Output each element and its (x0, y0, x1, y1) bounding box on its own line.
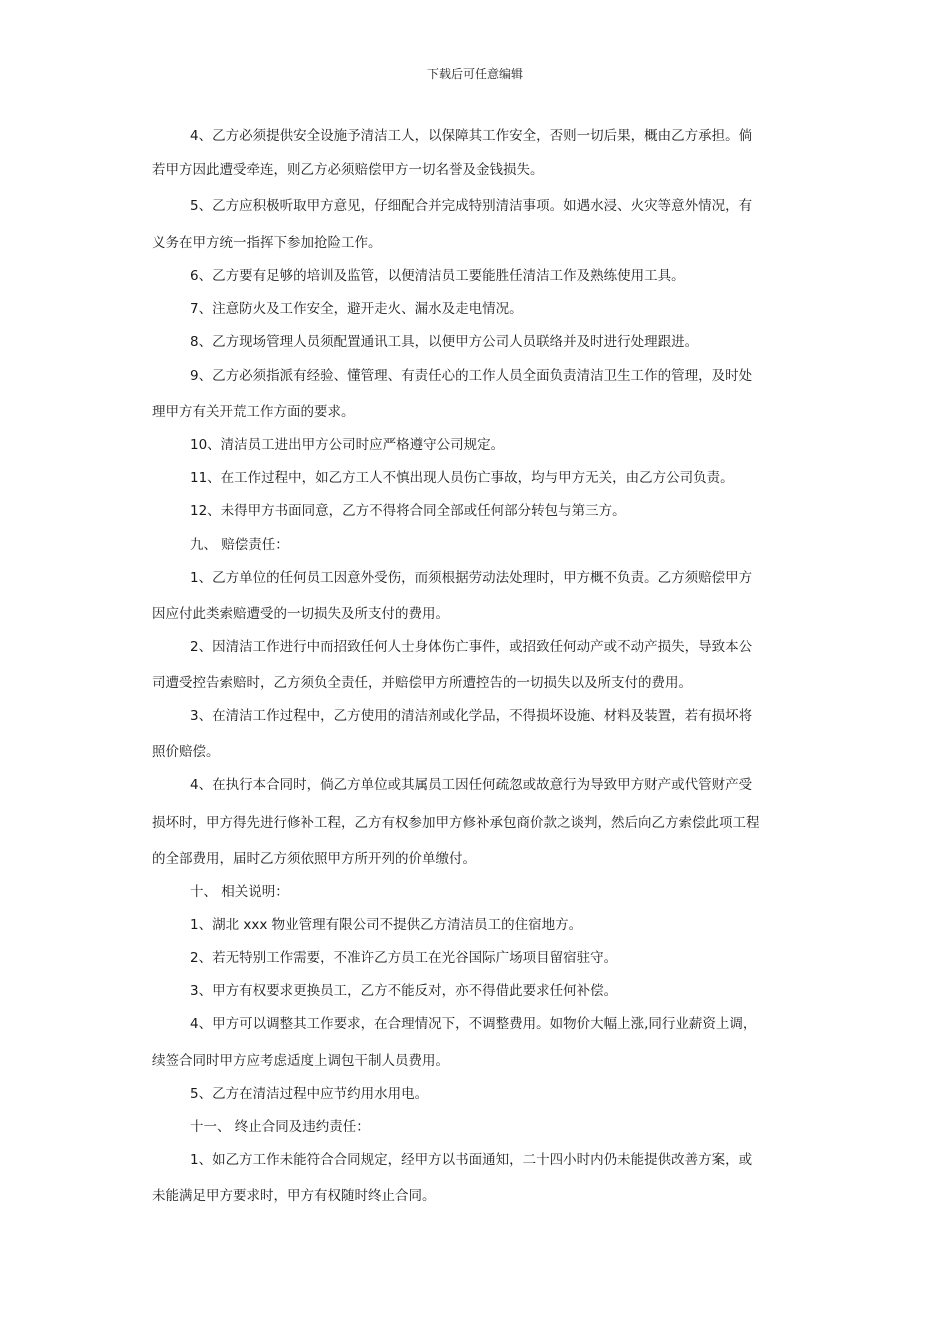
text-line: 4、甲方可以调整其工作要求，在合理情况下，不调整费用。如物价大幅上涨,同行业薪资上调， (190, 1016, 757, 1032)
text-line: 2、若无特别工作需要，不准许乙方员工在光谷国际广场项目留宿驻守。 (190, 950, 618, 966)
text-line: 十、 相关说明： (190, 884, 289, 900)
text-line: 义务在甲方统一指挥下参加抢险工作。 (152, 235, 382, 251)
text-line: 1、乙方单位的任何员工因意外受伤，而须根据劳动法处理时，甲方概不负责。乙方须赔偿甲方 (190, 570, 753, 586)
text-line: 续签合同时甲方应考虑适度上调包干制人员费用。 (152, 1053, 449, 1069)
text-line: 十一、 终止合同及违约责任： (190, 1119, 370, 1135)
text-line: 因应付此类索赔遭受的一切损失及所支付的费用。 (152, 606, 449, 622)
text-line: 5、乙方在清洁过程中应节约用水用电。 (190, 1086, 429, 1102)
text-line: 损坏时，甲方得先进行修补工程，乙方有权参加甲方修补承包商价款之谈判，然后向乙方索偿此项工程 (152, 815, 760, 831)
text-line: 5、乙方应积极听取甲方意见，仔细配合并完成特别清洁事项。如遇水浸、火灾等意外情况，有 (190, 198, 753, 214)
text-line: 1、湖北 xxx 物业管理有限公司不提供乙方清洁员工的住宿地方。 (190, 917, 583, 933)
text-line: 的全部费用，届时乙方须依照甲方所开列的价单缴付。 (152, 851, 476, 867)
text-line: 4、乙方必须提供安全设施予清洁工人，以保障其工作安全，否则一切后果，概由乙方承担。倘 (190, 128, 753, 144)
page-header: 下载后可任意编辑 (426, 67, 523, 81)
text-line: 未能满足甲方要求时，甲方有权随时终止合同。 (152, 1188, 436, 1204)
text-line: 2、因清洁工作进行中而招致任何人士身体伤亡事件，或招致任何动产或不动产损失，导致本公 (190, 639, 753, 655)
text-line: 6、乙方要有足够的培训及监管，以便清洁员工要能胜任清洁工作及熟练使用工具。 (190, 268, 685, 284)
text-line: 9、乙方必须指派有经验、懂管理、有责任心的工作人员全面负责清洁卫生工作的管理，及时处 (190, 368, 753, 384)
text-line: 4、在执行本合同时，倘乙方单位或其属员工因任何疏忽或故意行为导致甲方财产或代管财产受 (190, 777, 753, 793)
text-line: 司遭受控告索赔时，乙方须负全责任，并赔偿甲方所遭控告的一切损失以及所支付的费用。 (152, 675, 692, 691)
text-line: 8、乙方现场管理人员须配置通讯工具，以便甲方公司人员联络并及时进行处理跟进。 (190, 334, 699, 350)
text-line: 若甲方因此遭受牵连，则乙方必须赔偿甲方一切名誉及金钱损失。 (152, 162, 544, 178)
text-line: 理甲方有关开荒工作方面的要求。 (152, 404, 355, 420)
text-line: 12、未得甲方书面同意，乙方不得将合同全部或任何部分转包与第三方。 (190, 503, 626, 519)
text-line: 1、如乙方工作未能符合合同规定，经甲方以书面通知，二十四小时内仍未能提供改善方案，或 (190, 1152, 753, 1168)
text-line: 九、 赔偿责任： (190, 537, 289, 553)
text-line: 3、甲方有权要求更换员工，乙方不能反对，亦不得借此要求任何补偿。 (190, 983, 618, 999)
text-line: 11、在工作过程中，如乙方工人不慎出现人员伤亡事故，均与甲方无关，由乙方公司负责。 (190, 470, 734, 486)
text-line: 3、在清洁工作过程中，乙方使用的清洁剂或化学品，不得损坏设施、材料及装置，若有损坏将 (190, 708, 753, 724)
text-line: 照价赔偿。 (152, 744, 220, 760)
text-line: 7、注意防火及工作安全，避开走火、漏水及走电情况。 (190, 301, 523, 317)
text-line: 10、清洁员工进出甲方公司时应严格遵守公司规定。 (190, 437, 505, 453)
